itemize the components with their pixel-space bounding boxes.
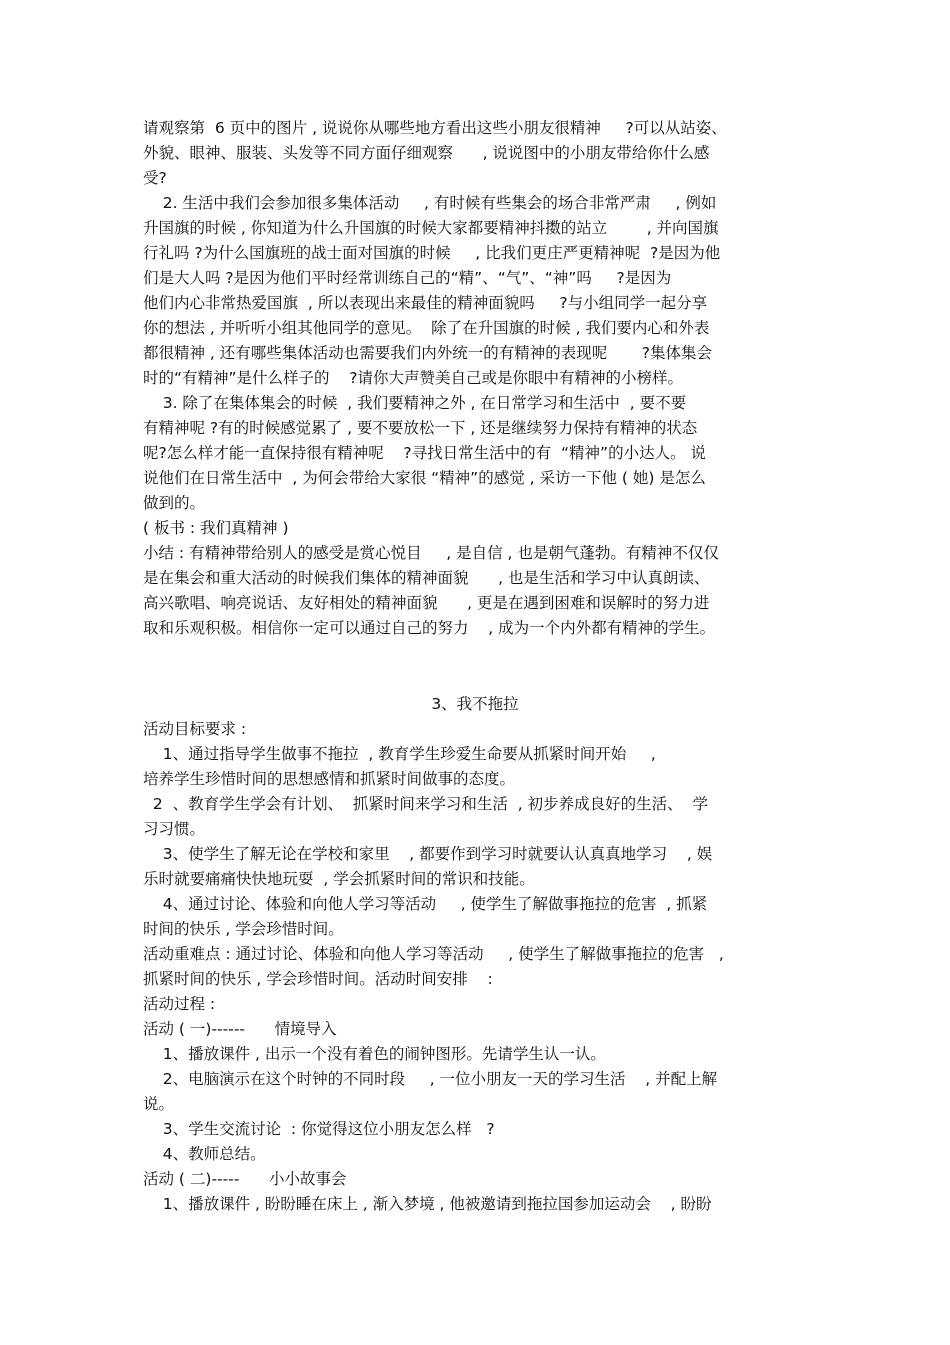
text-line: 都很精神 , 还有哪些集体活动也需要我们内外统一的有精神的表现呢 ?集体集会 (143, 344, 712, 362)
list-item: 说。 (143, 1095, 175, 1113)
text-line: 有精神呢 ?有的时候感觉累了 , 要不要放松一下 , 还是继续努力保持有精神的状态 (143, 419, 698, 437)
activity-heading: 活动 ( 二)----- 小小故事会 (143, 1170, 347, 1188)
text-line: 时的“有精神”是什么样子的 ?请你大声赞美自己或是你眼中有精神的小榜样。 (143, 369, 683, 387)
list-item: 1、播放课件 , 盼盼睡在床上 , 渐入梦境 , 他被邀请到拖拉国参加运动会 , 盼盼 (143, 1195, 712, 1213)
text-line: 他们内心非常热爱国旗 , 所以表现出来最佳的精神面貌吗 ?与小组同学一起分享 (143, 294, 708, 312)
text-line: 3. 除了在集体集会的时候 , 我们要精神之外 , 在日常学习和生活中 , 要不要 (143, 394, 687, 412)
goals-heading: 活动目标要求 : (143, 720, 247, 738)
text-line: 受? (143, 169, 167, 187)
text-line: 乐时就要痛痛快快地玩耍 , 学会抓紧时间的常识和技能。 (143, 870, 535, 888)
text-line: 外貌、眼神、服装、头发等不同方面仔细观察 , 说说图中的小朋友带给你什么感 (143, 144, 710, 162)
activity-heading: 活动 ( 一)------ 情境导入 (143, 1020, 337, 1038)
summary-line: 高兴歌唱、响亮说话、友好相处的精神面貌 , 更是在遇到困难和误解时的努力进 (143, 594, 710, 612)
key-points-line: 抓紧时间的快乐 , 学会珍惜时间。活动时间安排 : (143, 970, 493, 988)
text-line: 2 、教育学生学会有计划、 抓紧时间来学习和生活 , 初步养成良好的生活、 学 (143, 795, 708, 813)
list-item: 3、学生交流讨论 : 你觉得这位小朋友怎么样 ? (143, 1120, 495, 1138)
text-line: 习习惯。 (143, 820, 206, 838)
key-points-line: 活动重难点 : 通过讨论、体验和向他人学习等活动 , 使学生了解做事拖拉的危害 , (143, 945, 724, 963)
section-title: 3、我不拖拉 (431, 695, 519, 713)
text-line: 培养学生珍惜时间的思想感情和抓紧时间做事的态度。 (143, 770, 516, 788)
text-line: 做到的。 (143, 494, 206, 512)
text-line: 你的想法 , 并听听小组其他同学的意见。 除了在升国旗的时候 , 我们要内心和外表 (143, 319, 710, 337)
text-line: 4、通过讨论、体验和向他人学习等活动 , 使学生了解做事拖拉的危害 , 抓紧 (143, 895, 708, 913)
summary-line: 是在集会和重大活动的时候我们集体的精神面貌 , 也是生活和学习中认真朗读、 (143, 569, 710, 587)
text-line: 2. 生活中我们会参加很多集体活动 , 有时候有些集会的场合非常严肃 , 例如 (143, 194, 717, 212)
text-line: 说他们在日常生活中 , 为何会带给大家很 “精神”的感觉 , 采访一下他 ( 她) 是怎么 (143, 469, 706, 487)
text-line: 呢?怎么样才能一直保持很有精神呢 ?寻找日常生活中的有 “精神”的小达人。 说 (143, 444, 707, 462)
text-line: 升国旗的时候 , 你知道为什么升国旗的时候大家都要精神抖擞的站立 , 并向国旗 (143, 219, 719, 237)
text-line: 们是大人吗 ?是因为他们平时经常训练自己的“精”、“气”、“神”吗 ?是因为 (143, 269, 672, 287)
text-line: 时间的快乐 , 学会珍惜时间。 (143, 920, 344, 938)
text-line: 行礼吗 ?为什么国旗班的战士面对国旗的时候 , 比我们更庄严更精神呢 ?是因为他 (143, 244, 721, 262)
text-line: 1、通过指导学生做事不拖拉 , 教育学生珍爱生命要从抓紧时间开始 , (143, 745, 656, 763)
text-line: 请观察第 6 页中的图片 , 说说你从哪些地方看出这些小朋友很精神 ?可以从站姿、 (143, 119, 727, 137)
board-note: ( 板书 : 我们真精神 ) (143, 519, 289, 537)
list-item: 4、教师总结。 (143, 1145, 266, 1163)
summary-line: 取和乐观积极。相信你一定可以通过自己的努力 , 成为一个内外都有精神的学生。 (143, 619, 716, 637)
process-heading: 活动过程 : (143, 995, 216, 1013)
list-item: 2、电脑演示在这个时钟的不同时段 , 一位小朋友一天的学习生活 , 并配上解 (143, 1070, 718, 1088)
list-item: 1、播放课件 , 出示一个没有着色的闹钟图形。先请学生认一认。 (143, 1045, 606, 1063)
text-line: 3、使学生了解无论在学校和家里 , 都要作到学习时就要认认真真地学习 , 娱 (143, 845, 713, 863)
summary-line: 小结 : 有精神带给别人的感受是赏心悦目 , 是自信 , 也是朝气蓬勃。有精神不仅仅 (143, 544, 719, 562)
